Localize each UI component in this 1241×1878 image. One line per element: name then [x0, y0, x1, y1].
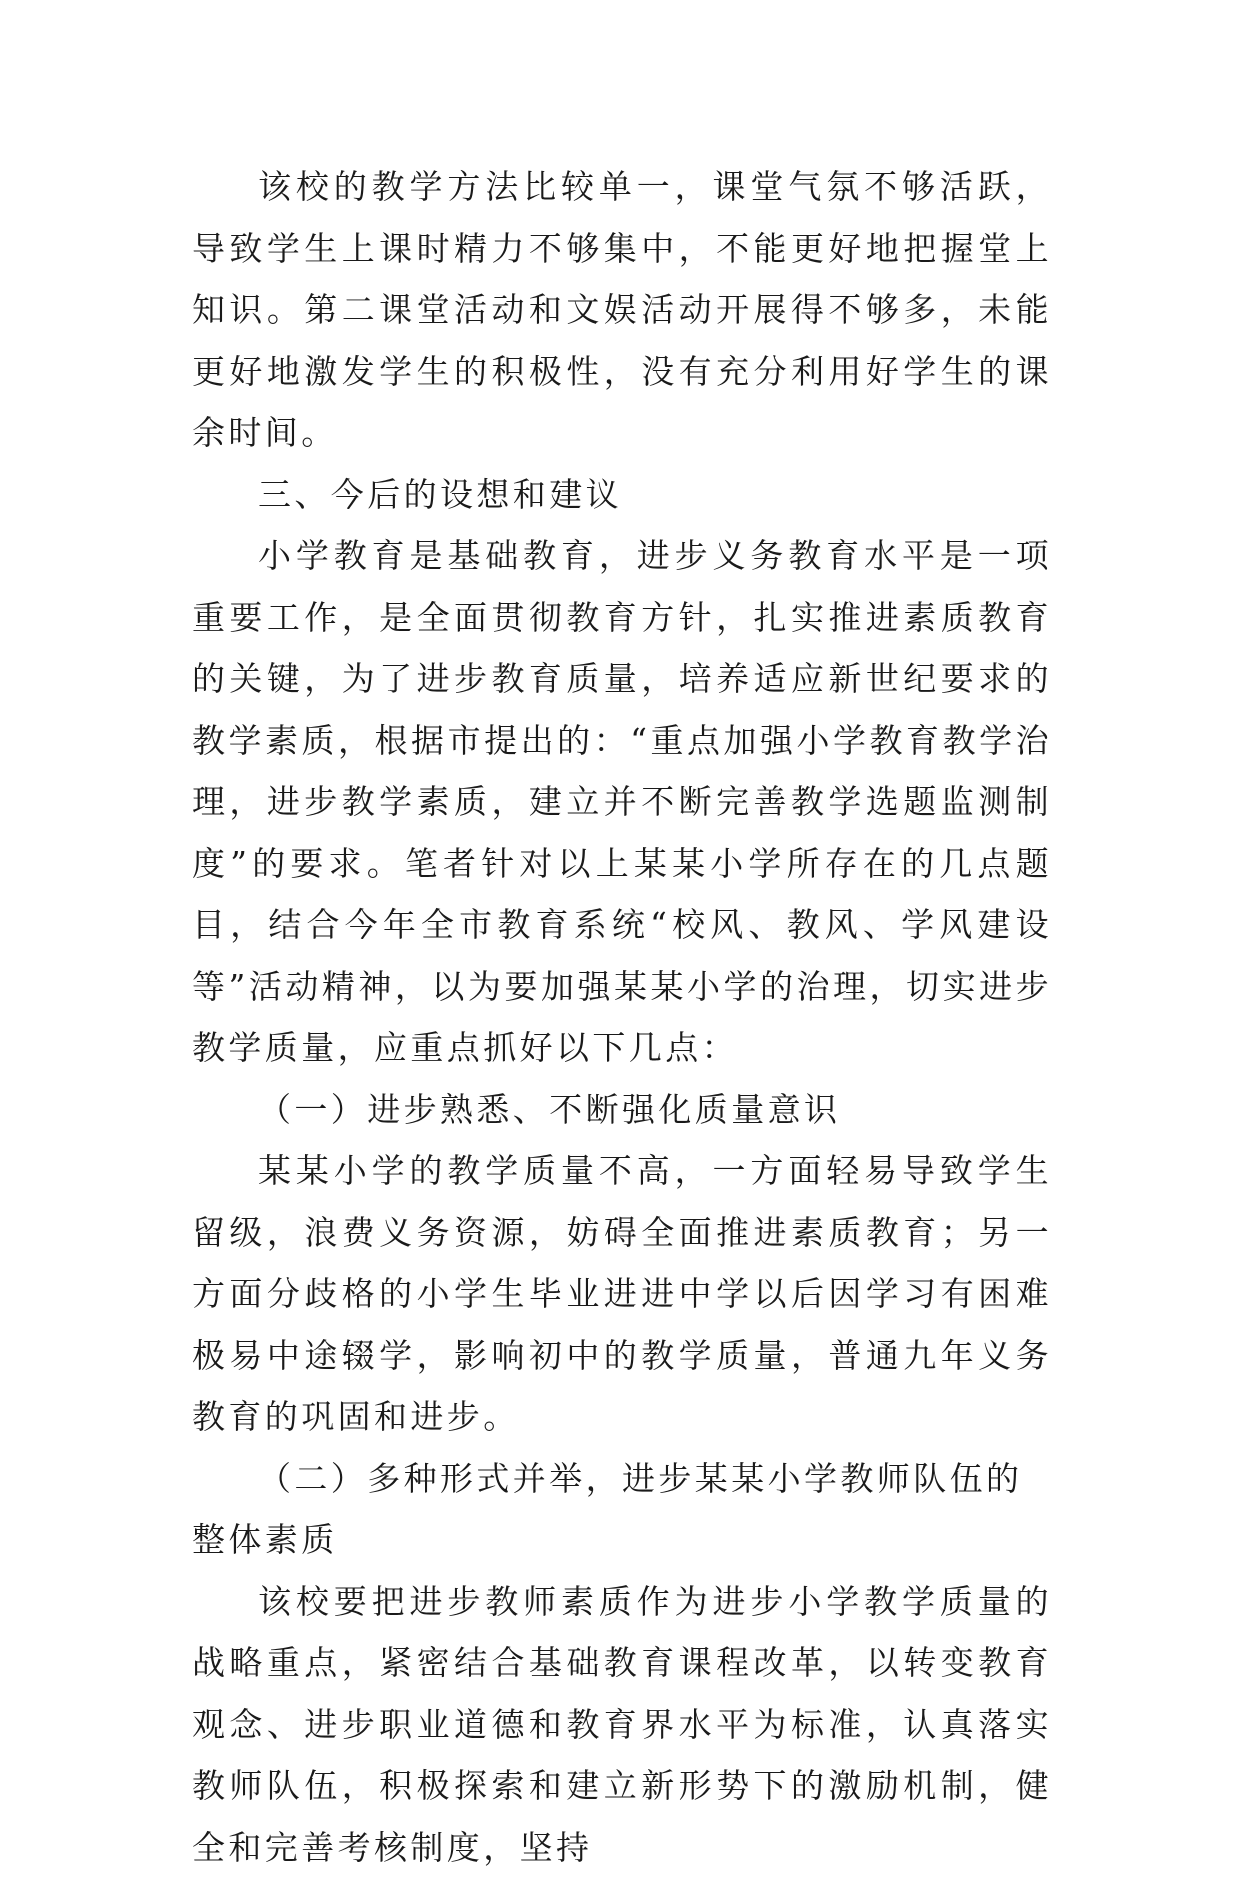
paragraph-teacher-strategy: 该校要把进步教师素质作为进步小学教学质量的战略重点，紧密结合基础教育课程改革，以转变教育观念、进步职业道德和教育界水平为标准，认真落实教师队伍，积极探索和建立新形势下的激励机制，健全和完善考核制度，坚持: [192, 1571, 1052, 1878]
document-body: [192, 156, 1052, 1878]
paragraph-quality-impact: 某某小学的教学质量不高，一方面轻易导致学生留级，浪费义务资源，妨碍全面推进素质教育；另一方面分歧格的小学生毕业进进中学以后因学习有困难极易中途辍学，影响初中的教学质量，普通九年义务教育的巩固和进步。: [192, 1140, 1052, 1448]
paragraph-teaching-methods: 该校的教学方法比较单一，课堂气氛不够活跃，导致学生上课时精力不够集中，不能更好地把握堂上知识。第二课堂活动和文娱活动开展得不够多，未能更好地激发学生的积极性，没有充分利用好学生的课余时间。: [192, 156, 1052, 464]
paragraph-primary-education: 小学教育是基础教育，进步义务教育水平是一项重要工作，是全面贯彻教育方针，扎实推进素质教育的关键，为了进步教育质量，培养适应新世纪要求的教学素质，根据市提出的：“重点加强小学教育教学治理，进步教学素质，建立并不断完善教学选题监测制度”的要求。笔者针对以上某某小学所存在的几点题目，结合今年全市教育系统“校风、教风、学风建设等”活动精神，以为要加强某某小学的治理，切实进步教学质量，应重点抓好以下几点：: [192, 525, 1052, 1079]
section-heading-suggestions: 三、今后的设想和建议: [192, 464, 1052, 526]
subheading-quality-awareness: （一）进步熟悉、不断强化质量意识: [192, 1079, 1052, 1141]
subheading-teacher-quality: （二）多种形式并举，进步某某小学教师队伍的整体素质: [192, 1448, 1052, 1571]
